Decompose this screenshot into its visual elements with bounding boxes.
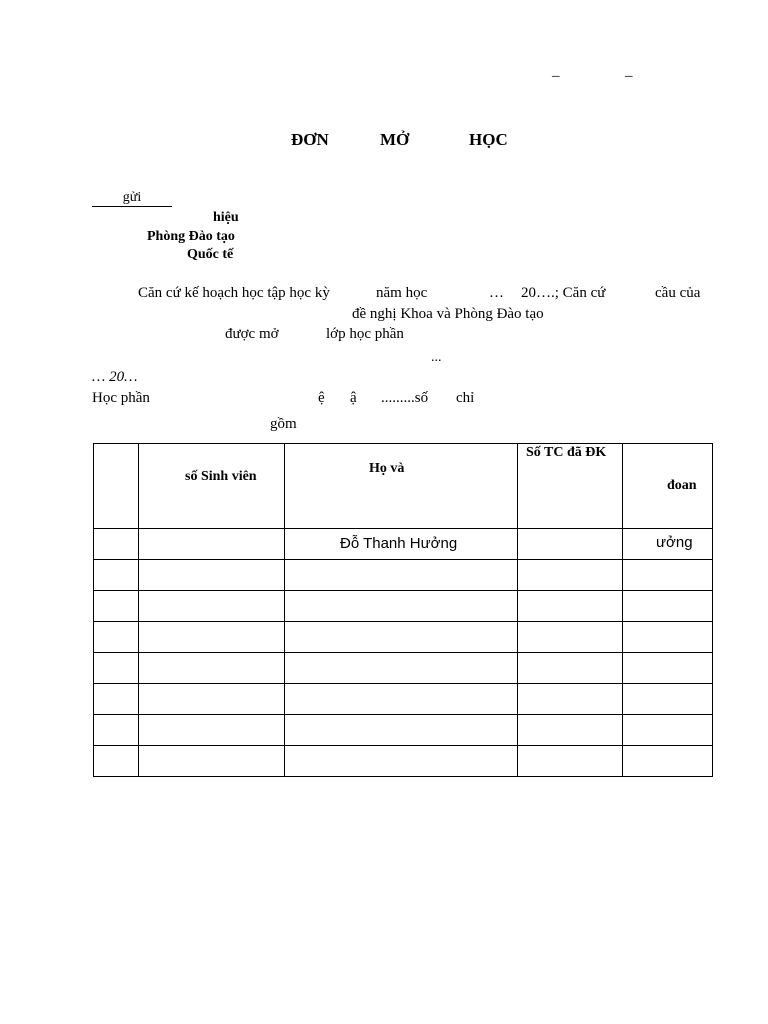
- table-cell: [285, 529, 518, 560]
- table-row: [94, 622, 713, 653]
- table-row: [94, 529, 713, 560]
- header-label-name: Họ và: [369, 461, 405, 476]
- body-line-7: gồm: [270, 416, 297, 432]
- body-line-2: đề nghị Khoa và Phòng Đào tạo: [352, 306, 544, 322]
- table-cell: [518, 715, 623, 746]
- recipient-line-2: Phòng Đào tạo: [147, 229, 235, 244]
- header-cell-union: [623, 444, 713, 529]
- student-role: ưởng: [656, 534, 693, 551]
- table-cell: [518, 560, 623, 591]
- table-header-row: [94, 444, 713, 529]
- table-cell: [623, 715, 713, 746]
- recipient-line-3: Quốc tế: [187, 247, 234, 262]
- body-line-6a: Học phần: [92, 390, 150, 406]
- table-cell: [139, 653, 285, 684]
- table-cell: [518, 746, 623, 777]
- table-cell: [139, 591, 285, 622]
- recipient-line-1: hiệu: [213, 210, 239, 225]
- table-cell: [518, 622, 623, 653]
- table-row: [94, 653, 713, 684]
- body-line-1e: cầu của: [655, 285, 701, 301]
- table-row: [94, 560, 713, 591]
- table-cell: [285, 560, 518, 591]
- table-cell: [94, 529, 139, 560]
- table-cell: [623, 746, 713, 777]
- header-cell-student-id: [139, 444, 285, 529]
- header-cell-stt: [94, 444, 139, 529]
- header-label-student-id: số Sinh viên: [185, 469, 257, 484]
- header-cell-name: [285, 444, 518, 529]
- table-cell: [139, 560, 285, 591]
- table-row: [94, 715, 713, 746]
- header-cell-credits: [518, 444, 623, 529]
- table-cell: [139, 684, 285, 715]
- body-line-3a: được mở: [225, 326, 279, 342]
- header-dash-2: –: [625, 68, 633, 84]
- student-name: Đỗ Thanh Hưởng: [340, 535, 458, 552]
- table-cell: [518, 591, 623, 622]
- table-cell: [623, 684, 713, 715]
- body-line-6c: ậ: [350, 390, 357, 406]
- table-cell: [94, 684, 139, 715]
- header-label-union: đoan: [667, 478, 697, 493]
- student-table: [93, 443, 713, 777]
- title-word-1: ĐƠN: [291, 130, 329, 149]
- table-row: [94, 684, 713, 715]
- header-label-credits: Số TC đã ĐK: [526, 445, 607, 460]
- body-line-1b: năm học: [376, 285, 428, 301]
- table-cell: [285, 622, 518, 653]
- title-word-3: HỌC: [469, 130, 508, 149]
- table-cell: [285, 684, 518, 715]
- table-cell: [139, 529, 285, 560]
- table-cell: [94, 715, 139, 746]
- body-line-6d: .........số: [381, 390, 429, 406]
- table-cell: [285, 715, 518, 746]
- title-word-2: MỞ: [380, 130, 410, 149]
- table-cell: [94, 746, 139, 777]
- table-row: [94, 746, 713, 777]
- body-line-6b: ệ: [318, 390, 325, 406]
- table-cell: [623, 591, 713, 622]
- table-cell: [518, 653, 623, 684]
- table-cell: [623, 622, 713, 653]
- table-cell: [285, 746, 518, 777]
- table-cell: [139, 746, 285, 777]
- table-cell: [94, 560, 139, 591]
- table-cell: [139, 715, 285, 746]
- header-dash-1: –: [552, 68, 560, 84]
- body-line-6e: chỉ: [456, 390, 475, 406]
- body-line-1d: 20….; Căn cứ: [521, 285, 606, 301]
- body-line-5: … 20…: [92, 369, 138, 385]
- table-cell: [94, 653, 139, 684]
- body-line-1c: …: [489, 285, 504, 301]
- table-row: [94, 591, 713, 622]
- table-cell: [94, 591, 139, 622]
- table-cell: [285, 591, 518, 622]
- recipient-gui: gửi: [92, 190, 172, 207]
- table-cell: [623, 653, 713, 684]
- table-cell: [518, 529, 623, 560]
- table-cell: [518, 684, 623, 715]
- table-cell: [285, 653, 518, 684]
- body-line-3b: lớp học phần: [326, 326, 404, 342]
- table-cell: [139, 622, 285, 653]
- body-line-1a: Căn cứ kế hoạch học tập học kỳ: [138, 285, 330, 301]
- body-line-4: ...: [431, 350, 442, 365]
- table-cell: [623, 529, 713, 560]
- table-cell: [94, 622, 139, 653]
- table-cell: [623, 560, 713, 591]
